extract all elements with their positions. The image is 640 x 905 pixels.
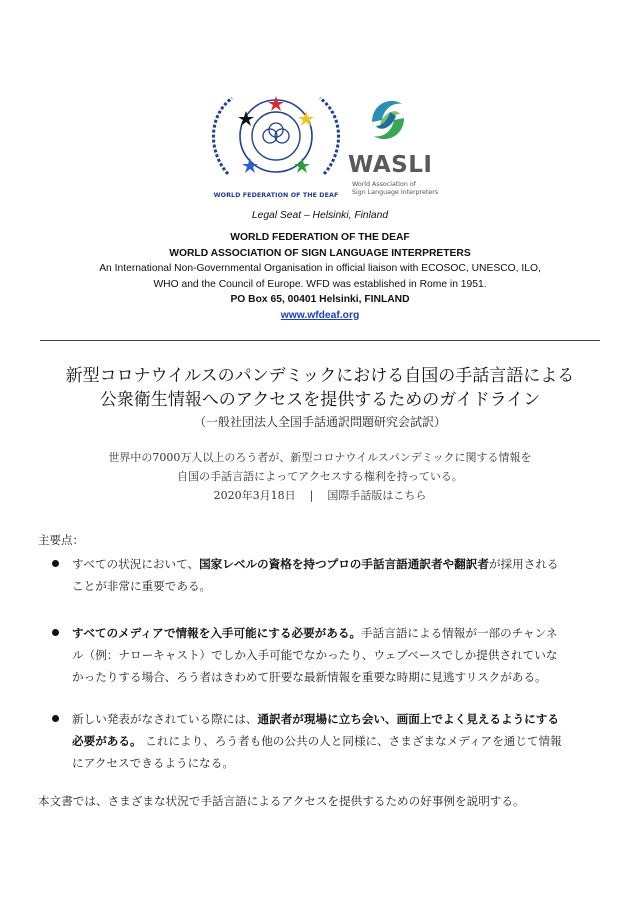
intro-line2: 自国の手話言語によってアクセスする権利を持っている。 [177,470,463,483]
wfd-logo [206,86,346,206]
document-subtitle: （一般社団法人全国手話通訳問題研究会試訳） [193,415,446,429]
wasli-sub-line1: World Association of [352,181,416,188]
wasli-subtitle [352,181,452,197]
intro-line1: 世界中の7000万人以上のろう者が、新型コロナウイルスパンデミックに関する情報を [108,451,532,464]
intro-paragraph [0,448,640,505]
b3-line3: にアクセスできるようになる。 [72,756,234,770]
bullet-icon [52,629,59,636]
bullet-point-2 [52,622,604,688]
b2-line2: ル（例：ナローキャスト）でしか入手可能でなかったり、ウェブベースでしか提供されていな [72,648,558,662]
b1-text: すべての状況において、 [72,557,200,571]
document-title [0,364,640,412]
separator: | [309,489,314,502]
wfd-caption: WORLD FEDERATION OF THE DEAF [213,192,339,199]
bullet-point-1 [52,553,604,597]
bullet-point-3 [52,708,604,774]
b2-line3: かったりする場合、ろう者はきわめて肝要な最新情報を重要な時期に見逃すリスクがある。 [72,670,547,684]
international-sign-link[interactable]: 国際手話版はこちら [327,489,427,502]
b3-text: 新しい発表がなされている際には、 [72,712,258,726]
legal-seat: Legal Seat – Helsinki, Finland [251,210,389,221]
b1-text-end: が採用される [488,557,559,571]
website-link[interactable]: www.wfdeaf.org [280,309,360,321]
org-name-wfd: WORLD FEDERATION OF THE DEAF [230,232,410,243]
b2-text: 手話言語による情報が一部のチャンネ [361,626,558,640]
wfd-emblem-icon [206,86,346,190]
bullet-icon [52,560,59,567]
wasli-sub-line2: Sign Language Interpreters [352,189,439,196]
wasli-logo [346,94,446,206]
publication-date: 2020年3月18日 [213,489,296,502]
org-name-wasli: WORLD ASSOCIATION OF SIGN LANGUAGE INTERPRETERS [169,247,471,259]
b1-line2: ことが非常に重要である。 [72,579,212,593]
closing-paragraph: 本文書では、さまざまな状況で手話言語によるアクセスを提供するための好事例を説明する。 [38,794,525,808]
org-header [0,230,640,323]
header-divider [40,340,600,341]
title-line1: 新型コロナウイルスのパンデミックにおける自国の手話言語による [65,366,575,386]
bullet-icon [52,715,59,722]
title-line2: 公衆衛生情報へのアクセスを提供するためのガイドライン [99,390,541,410]
b3-line2: これにより、ろう者も他の公共の人と同様に、さまざまなメディアを通じて情報 [141,734,562,748]
org-description-line1: An International Non-Governmental Organisation in official liaison with ECOSOC, UNESCO, ILO, [99,263,541,274]
date-line [0,486,640,505]
b1-emphasis: 国家レベルの資格を持つプロの手話言語通訳者や翻訳者 [199,557,489,571]
logo-area [0,86,640,206]
b3-emphasis: 通訳者が現場に立ち会い、画面上でよく見えるようにする [257,712,559,726]
main-points-label: 主要点： [38,533,84,547]
b3-emphasis-2: 必要がある。 [72,734,142,748]
org-description-line2: WHO and the Council of Europe. WFD was established in Rome in 1951. [153,278,487,290]
postal-address: PO Box 65, 00401 Helsinki, FINLAND [230,294,410,305]
wasli-hands-icon [366,94,410,148]
wasli-wordmark: WASLI [348,152,433,178]
b2-emphasis: すべてのメディアで情報を入手可能にする必要がある。 [72,626,362,640]
